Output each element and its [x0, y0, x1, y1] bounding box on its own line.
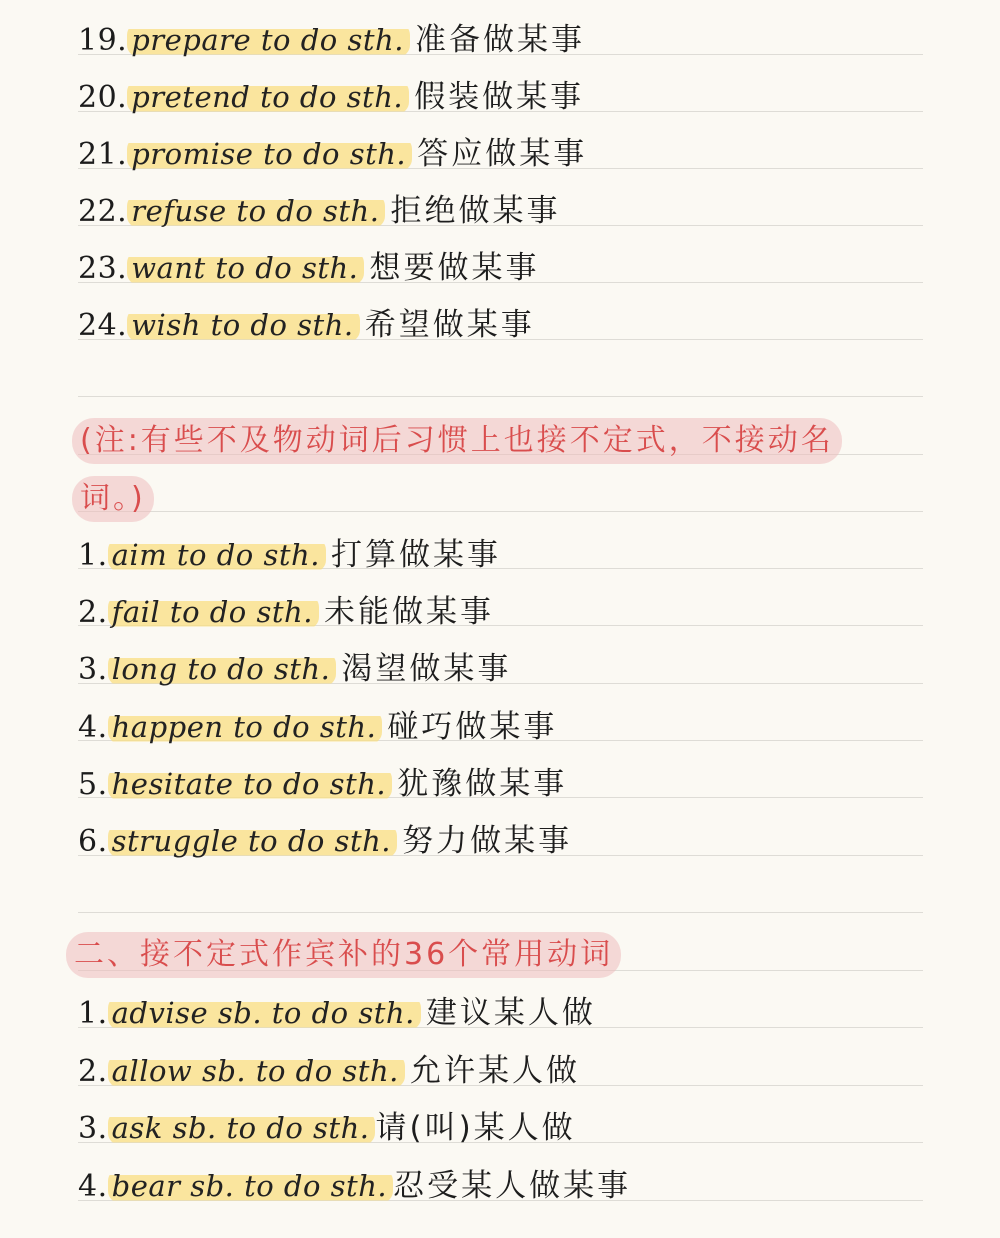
- chinese-meaning: 允许某人做: [409, 1053, 580, 1089]
- english-phrase: advise sb. to do sth.: [108, 996, 421, 1030]
- ruled-line: [78, 511, 923, 512]
- list-item: [78, 819, 572, 863]
- chinese-meaning: 假装做某事: [414, 79, 585, 115]
- list-item: [78, 1106, 576, 1150]
- list-item: [78, 991, 596, 1035]
- english-phrase: struggle to do sth.: [108, 824, 397, 858]
- chinese-meaning: 碰巧做某事: [387, 709, 558, 745]
- note-line-2: 词。): [72, 476, 154, 522]
- item-number: 6.: [78, 824, 108, 859]
- list-item: [78, 246, 539, 290]
- chinese-meaning: 忍受某人做某事: [393, 1168, 632, 1204]
- item-number: 19.: [78, 23, 128, 58]
- chinese-meaning: 答应做某事: [417, 136, 588, 172]
- english-phrase: wish to do sth.: [127, 308, 359, 342]
- item-number: 21.: [78, 137, 128, 172]
- list-item: [78, 1049, 580, 1093]
- english-phrase: allow sb. to do sth.: [108, 1054, 405, 1088]
- item-number: 3.: [78, 652, 108, 687]
- chinese-meaning: 准备做某事: [415, 22, 586, 58]
- english-phrase: aim to do sth.: [108, 538, 326, 572]
- chinese-meaning: 渴望做某事: [341, 651, 512, 687]
- english-phrase: fail to do sth.: [108, 595, 319, 629]
- list-item: [78, 75, 584, 119]
- english-phrase: want to do sth.: [127, 251, 364, 285]
- list-item: [78, 18, 585, 62]
- section-heading: 二、接不定式作宾补的36个常用动词: [66, 932, 621, 978]
- chinese-meaning: 建议某人做: [425, 995, 596, 1031]
- english-phrase: promise to do sth.: [127, 137, 412, 171]
- english-phrase: bear sb. to do sth.: [108, 1169, 393, 1203]
- item-number: 1.: [78, 996, 108, 1031]
- item-number: 5.: [78, 767, 108, 802]
- item-number: 4.: [78, 1169, 108, 1204]
- english-phrase: prepare to do sth.: [127, 23, 410, 57]
- list-item: [78, 303, 535, 347]
- note-line-1: (注:有些不及物动词后习惯上也接不定式，不接动名: [72, 418, 842, 464]
- list-item: [78, 590, 494, 634]
- chinese-meaning: 希望做某事: [364, 307, 535, 343]
- english-phrase: hesitate to do sth.: [108, 767, 392, 801]
- item-number: 2.: [78, 595, 108, 630]
- list-item: [78, 705, 557, 749]
- list-item: [78, 189, 561, 233]
- item-number: 24.: [78, 308, 128, 343]
- english-phrase: happen to do sth.: [108, 710, 383, 744]
- ruled-line: [78, 396, 923, 397]
- list-item: [78, 762, 567, 806]
- chinese-meaning: 犹豫做某事: [397, 766, 568, 802]
- item-number: 2.: [78, 1054, 108, 1089]
- chinese-meaning: 打算做某事: [331, 537, 502, 573]
- item-number: 3.: [78, 1111, 108, 1146]
- list-item: [78, 1164, 631, 1208]
- item-number: 22.: [78, 194, 128, 229]
- list-item: [78, 647, 511, 691]
- chinese-meaning: 想要做某事: [369, 250, 540, 286]
- list-item: [78, 533, 501, 577]
- item-number: 4.: [78, 710, 108, 745]
- english-phrase: refuse to do sth.: [127, 194, 385, 228]
- english-phrase: long to do sth.: [108, 652, 337, 686]
- ruled-line: [78, 912, 923, 913]
- chinese-meaning: 请(叫)某人做: [375, 1110, 576, 1146]
- english-phrase: ask sb. to do sth.: [108, 1111, 376, 1145]
- item-number: 1.: [78, 538, 108, 573]
- chinese-meaning: 努力做某事: [402, 823, 573, 859]
- list-item: [78, 132, 587, 176]
- chinese-meaning: 未能做某事: [324, 594, 495, 630]
- item-number: 20.: [78, 80, 128, 115]
- chinese-meaning: 拒绝做某事: [390, 193, 561, 229]
- english-phrase: pretend to do sth.: [127, 80, 409, 114]
- item-number: 23.: [78, 251, 128, 286]
